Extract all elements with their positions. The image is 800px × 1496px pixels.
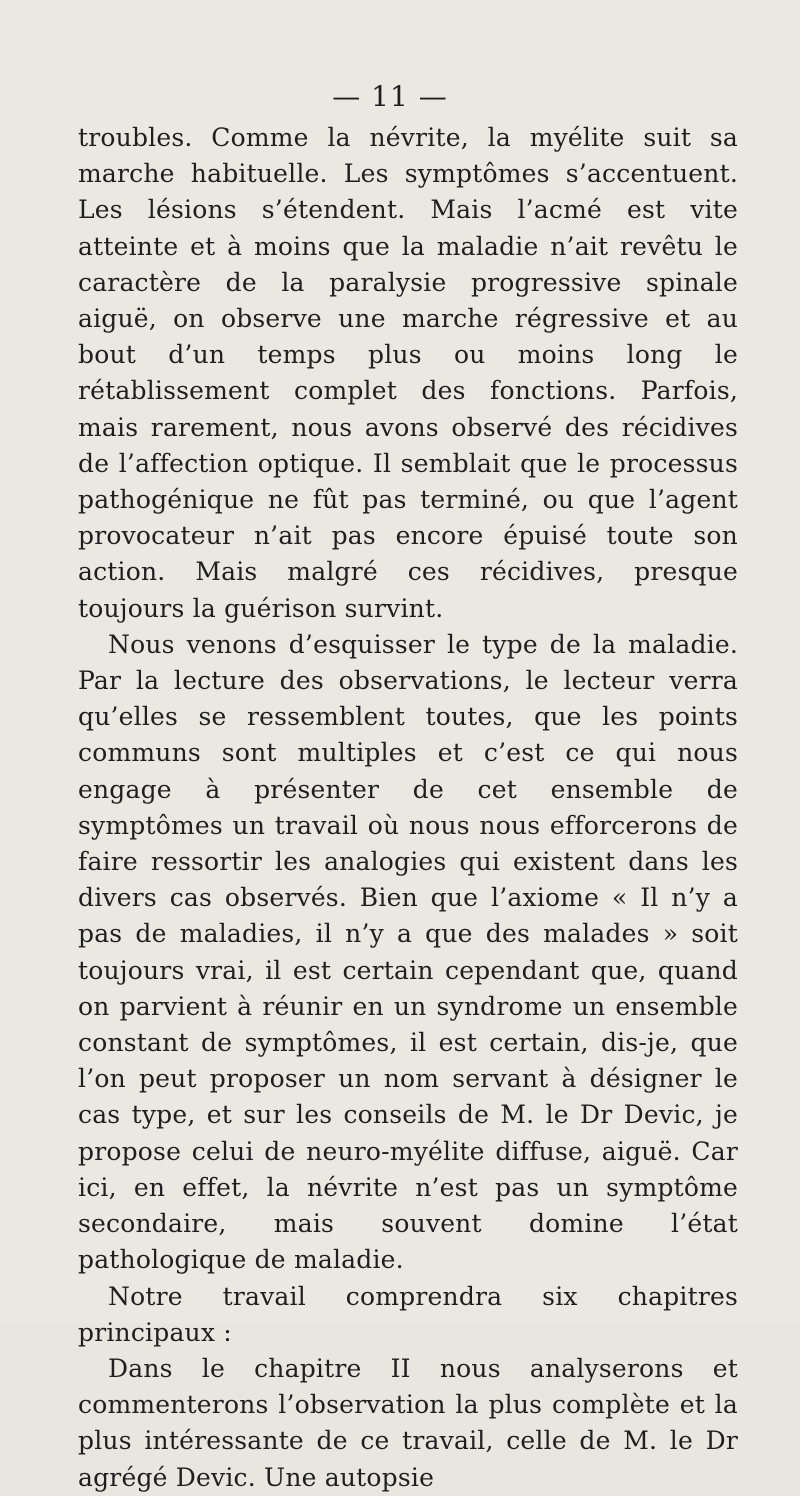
- paragraph: Notre travail comprendra six chapitres principaux :: [78, 1281, 738, 1347]
- page-number: — 11 —: [332, 80, 448, 113]
- paragraph: Nous venons d’esquisser le type de la maladie. Par la lecture des observations, le lecteur verra qu’elles se ressemblent toutes, que les points communs sont multiples et c’est ce qui nous engage à présenter de cet ensemble de symptômes un travail où nous nous efforcerons de faire ressortir les analogies qui existent dans les divers cas observés. Bien que l’axiome « Il n’y a pas de maladies, il n’y a que des malades » soit toujours vrai, il est certain cependant que, quand on parvient à réunir en un syndrome un ensemble constant de symptômes, il est certain, dis-je, que l’on peut proposer un nom servant à désigner le cas type, et sur les conseils de M. le Dr Devic, je propose celui de neuro-myélite diffuse, aiguë. Car ici, en effet, la névrite n’est pas un symptôme secondaire, mais souvent domine l’état pathologique de maladie.: [78, 629, 738, 1275]
- paragraph: troubles. Comme la névrite, la myélite suit sa marche habituelle. Les symptômes s’accentuent. Les lésions s’étendent. Mais l’acmé est vite atteinte et à moins que la maladie n’ait revêtu le caractère de la paralysie progressive spinale aiguë, on observe une marche régressive et au bout d’un temps plus ou moins long le rétablissement complet des fonctions. Parfois, mais rarement, nous avons observé des récidives de l’affection optique. Il semblait que le processus pathogénique ne fût pas terminé, ou que l’agent provocateur n’ait pas encore épuisé toute son action. Mais malgré ces récidives, presque toujours la guérison survint.: [78, 123, 738, 623]
- paragraph: Dans le chapitre II nous analyserons et commenterons l’observation la plus complète et la plus intéressante de ce travail, celle de M. le Dr agrégé Devic. Une autopsie: [78, 1353, 738, 1492]
- body-text: [78, 120, 738, 1496]
